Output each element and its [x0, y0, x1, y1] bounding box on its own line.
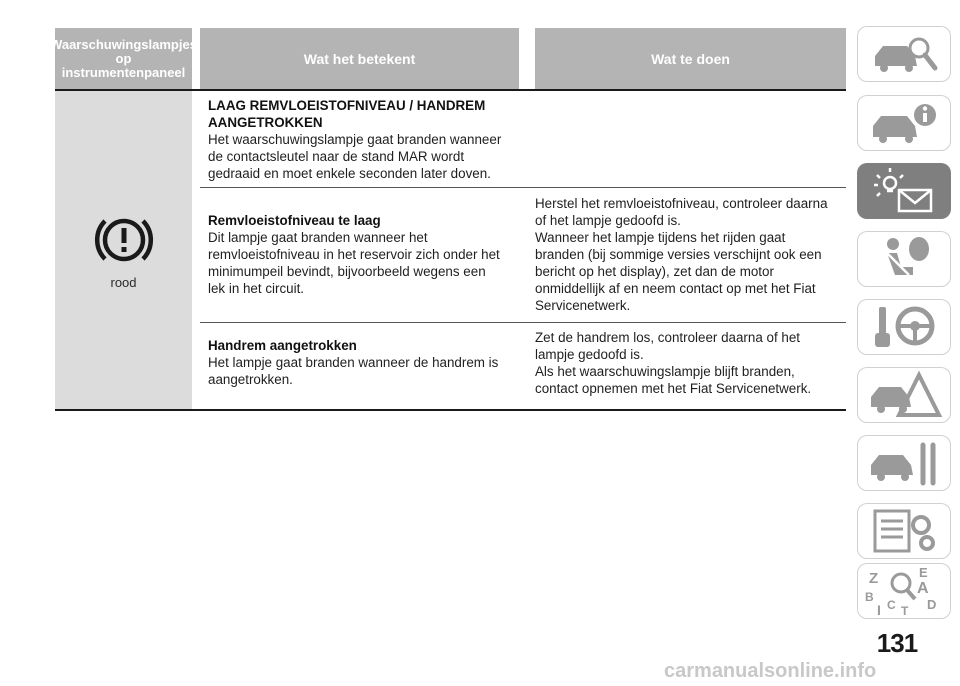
- row-3-action: [535, 329, 847, 397]
- row-3-meaning: [208, 337, 528, 388]
- index-letter-i: I: [877, 602, 881, 618]
- row-2-meaning-line2: remvloeistofniveau in het reservoir zich onder het: [208, 247, 500, 262]
- car-magnifier-icon: [857, 26, 951, 82]
- row-2-meaning-line1: Dit lampje gaat branden wanneer het: [208, 230, 428, 245]
- row-1-title-line1: LAAG REMVLOEISTOFNIVEAU / HANDREM: [208, 98, 486, 113]
- row-3-title: Handrem aangetrokken: [208, 338, 357, 353]
- tab-safety[interactable]: [857, 231, 951, 287]
- airbag-seat-icon: [857, 231, 951, 287]
- tab-car-magnifier[interactable]: [857, 26, 951, 82]
- warning-light-column: [55, 91, 192, 409]
- technical-data-icon: [857, 503, 951, 559]
- row-3-meaning-line1: Het lampje gaat branden wanneer de handrem is: [208, 355, 499, 370]
- row-2-action-line4: branden (bij sommige versies verschijnt ook een: [535, 247, 822, 262]
- car-service-tools-icon: [857, 435, 951, 491]
- row-2-action-line6: onmiddellijk af en neem contact op met het Fiat: [535, 281, 816, 296]
- row-1-meaning-line3: gedraaid en moet enkele seconden later doven.: [208, 166, 491, 181]
- index-letter-d: D: [927, 597, 937, 612]
- car-info-icon: [857, 95, 951, 151]
- header-warning-lights: [50, 28, 197, 90]
- brake-warning-icon: [91, 207, 157, 273]
- header-meaning: Wat het betekent: [200, 28, 519, 90]
- row-1-meaning: [208, 97, 528, 182]
- header-warning-lights-line3: instrumentenpaneel: [61, 65, 186, 80]
- row-2-action-line3: Wanneer het lampje tijdens het rijden gaat: [535, 230, 786, 245]
- header-action: Wat te doen: [535, 28, 846, 90]
- key-steering-wheel-icon: [857, 299, 951, 355]
- row-divider: [200, 322, 846, 323]
- index-letter-t: T: [901, 604, 909, 618]
- row-1-meaning-line1: Het waarschuwingslampje gaat branden wanneer: [208, 132, 502, 147]
- lamp-color-label: rood: [110, 275, 137, 290]
- row-2-meaning: [208, 212, 528, 297]
- page-number: 131: [876, 628, 918, 658]
- row-2-title: Remvloeistofniveau te laag: [208, 213, 381, 228]
- index-letters-icon: [857, 563, 951, 619]
- row-2-action-line7: Servicenetwerk.: [535, 298, 631, 313]
- tab-index[interactable]: [857, 563, 951, 619]
- header-warning-lights-line1: Waarschuwingslampjes: [50, 37, 197, 52]
- tab-starting-driving[interactable]: [857, 299, 951, 355]
- index-letter-z: Z: [869, 570, 879, 587]
- watermark: carmanualsonline.info: [664, 660, 877, 682]
- table-bottom-rule: [55, 409, 846, 411]
- tab-car-info[interactable]: [857, 95, 951, 151]
- row-3-action-line1: Zet de handrem los, controleer daarna of het: [535, 330, 800, 345]
- row-1-meaning-line2: de contactsleutel naar de stand MAR wordt: [208, 149, 465, 164]
- tab-warning-lights-messages[interactable]: [857, 163, 951, 219]
- tab-emergency[interactable]: [857, 367, 951, 423]
- car-emergency-icon: [857, 367, 951, 423]
- tab-technical-data[interactable]: [857, 503, 951, 559]
- row-2-action-line5: bericht op het display), zet dan de motor: [535, 264, 774, 279]
- row-divider: [200, 187, 846, 188]
- row-2-meaning-line3: minimumpeil bevindt, bijvoorbeeld wegens een: [208, 264, 486, 279]
- index-letter-e: E: [919, 565, 928, 580]
- row-2-action-line2: of het lampje gedoofd is.: [535, 213, 681, 228]
- row-1-title-line2: AANGETROKKEN: [208, 115, 323, 130]
- row-3-action-line4: contact opnemen met het Fiat Servicenetwerk.: [535, 381, 812, 396]
- row-3-meaning-line2: aangetrokken.: [208, 372, 293, 387]
- header-warning-lights-line2: op: [115, 51, 132, 66]
- index-letter-b: B: [865, 590, 874, 604]
- tab-maintenance[interactable]: [857, 435, 951, 491]
- row-2-action-line1: Herstel het remvloeistofniveau, controleer daarna: [535, 196, 828, 211]
- warning-light-message-icon: [857, 163, 951, 219]
- row-2-meaning-line4: lek in het circuit.: [208, 281, 305, 296]
- row-2-action: [535, 195, 847, 314]
- row-3-action-line2: lampje gedoofd is.: [535, 347, 644, 362]
- index-letter-c: C: [887, 598, 896, 612]
- row-3-action-line3: Als het waarschuwingslampje blijft branden,: [535, 364, 795, 379]
- index-letter-a: A: [917, 580, 929, 597]
